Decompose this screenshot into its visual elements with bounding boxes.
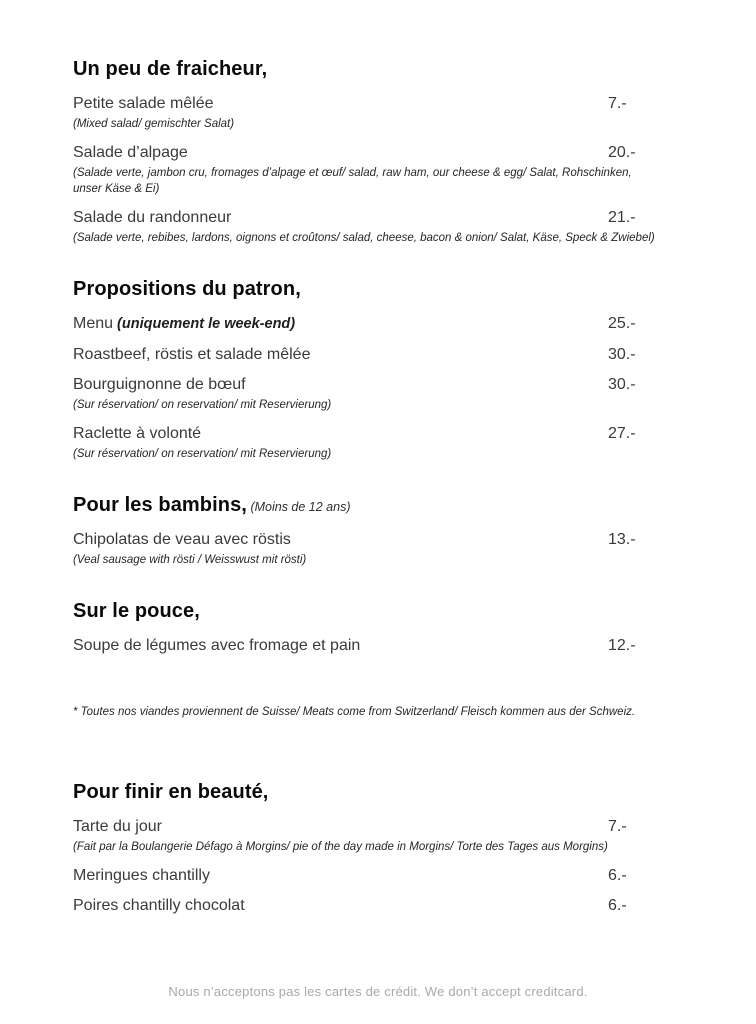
section-title <box>73 493 684 517</box>
menu-sections-bottom <box>73 780 684 915</box>
menu-section <box>73 780 684 915</box>
item-price: 7.- <box>608 95 627 112</box>
section-title <box>73 780 684 804</box>
item-name <box>73 375 593 394</box>
menu-item <box>73 94 684 132</box>
footer-note: Nous n’acceptons pas les cartes de crédit. We don’t accept creditcard. <box>168 984 588 999</box>
item-description: (Sur réservation/ on reservation/ mit Reservierung) <box>73 399 332 411</box>
item-name <box>73 817 593 836</box>
item-name-text: Salade d’alpage <box>73 144 188 161</box>
section-title-note: (Moins de 12 ans) <box>246 500 351 514</box>
item-description: (Sur réservation/ on reservation/ mit Reservierung) <box>73 448 332 460</box>
item-price: 20.- <box>608 144 636 161</box>
menu-item <box>73 530 684 568</box>
meat-origin-note: * Toutes nos viandes proviennent de Suisse/ Meats come from Switzerland/ Fleisch kommen aus der Schweiz. <box>73 706 636 718</box>
item-description: (Fait par la Boulangerie Défago à Morgins/ pie of the day made in Morgins/ Torte des Tages aus Morgins) <box>73 841 608 853</box>
item-name-text: Roastbeef, röstis et salade mêlée <box>73 346 311 363</box>
item-price: 27.- <box>608 425 636 442</box>
item-name-text: Raclette à volonté <box>73 425 202 442</box>
menu-section <box>73 277 684 462</box>
item-name <box>73 345 593 364</box>
item-name-text: Menu <box>73 315 114 332</box>
menu-item <box>73 143 684 197</box>
menu-item <box>73 866 684 885</box>
section-title-text: Pour finir en beauté, <box>73 781 269 803</box>
item-description: (Mixed salad/ gemischter Salat) <box>73 118 235 130</box>
section-title <box>73 599 684 623</box>
menu-sections-top <box>73 57 684 655</box>
item-name-text: Chipolatas de veau avec röstis <box>73 531 291 548</box>
menu-section <box>73 57 684 246</box>
item-price: 21.- <box>608 209 636 226</box>
item-price: 12.- <box>608 637 636 654</box>
item-price: 6.- <box>608 897 627 914</box>
item-name-text: Poires chantilly chocolat <box>73 897 245 914</box>
menu-item <box>73 314 684 334</box>
item-name <box>73 314 593 334</box>
menu-section <box>73 599 684 655</box>
item-name <box>73 94 593 113</box>
item-name-text: Soupe de légumes avec fromage et pain <box>73 637 361 654</box>
section-title <box>73 277 684 301</box>
section-title-text: Un peu de fraicheur, <box>73 58 268 80</box>
menu-item <box>73 345 684 364</box>
section-title-text: Pour les bambins, <box>73 494 247 516</box>
item-name-note: (uniquement le week-end) <box>113 316 296 332</box>
item-description: (Salade verte, rebibes, lardons, oignons et croûtons/ salad, cheese, bacon & onion/ Salat, Käse, Speck & Zwiebel) <box>73 232 655 244</box>
item-price: 30.- <box>608 346 636 363</box>
menu-item <box>73 636 684 655</box>
menu-section <box>73 493 684 568</box>
item-name-text: Bourguignonne de bœuf <box>73 376 246 393</box>
menu-item <box>73 424 684 462</box>
item-name <box>73 424 593 443</box>
menu-item <box>73 817 684 855</box>
item-price: 7.- <box>608 818 627 835</box>
item-name-text: Petite salade mêlée <box>73 95 214 112</box>
menu-item <box>73 208 684 246</box>
item-price: 6.- <box>608 867 627 884</box>
item-name <box>73 208 593 227</box>
section-title-text: Sur le pouce, <box>73 600 200 622</box>
item-name <box>73 636 593 655</box>
item-name-text: Tarte du jour <box>73 818 162 835</box>
menu-item <box>73 375 684 413</box>
item-name-text: Salade du randonneur <box>73 209 232 226</box>
section-title-text: Propositions du patron, <box>73 278 301 300</box>
item-name <box>73 896 593 915</box>
item-description: (Salade verte, jambon cru, fromages d’alpage et œuf/ salad, raw ham, our cheese & egg/ Salat, Rohschinken, unser Käse & Ei) <box>73 167 632 195</box>
item-description: (Veal sausage with rösti / Weisswust mit rösti) <box>73 554 307 566</box>
item-price: 30.- <box>608 376 636 393</box>
item-name <box>73 530 593 549</box>
item-price: 13.- <box>608 531 636 548</box>
item-price: 25.- <box>608 315 636 332</box>
section-title <box>73 57 684 81</box>
item-name-text: Meringues chantilly <box>73 867 210 884</box>
item-name <box>73 866 593 885</box>
menu-item <box>73 896 684 915</box>
item-name <box>73 143 593 162</box>
